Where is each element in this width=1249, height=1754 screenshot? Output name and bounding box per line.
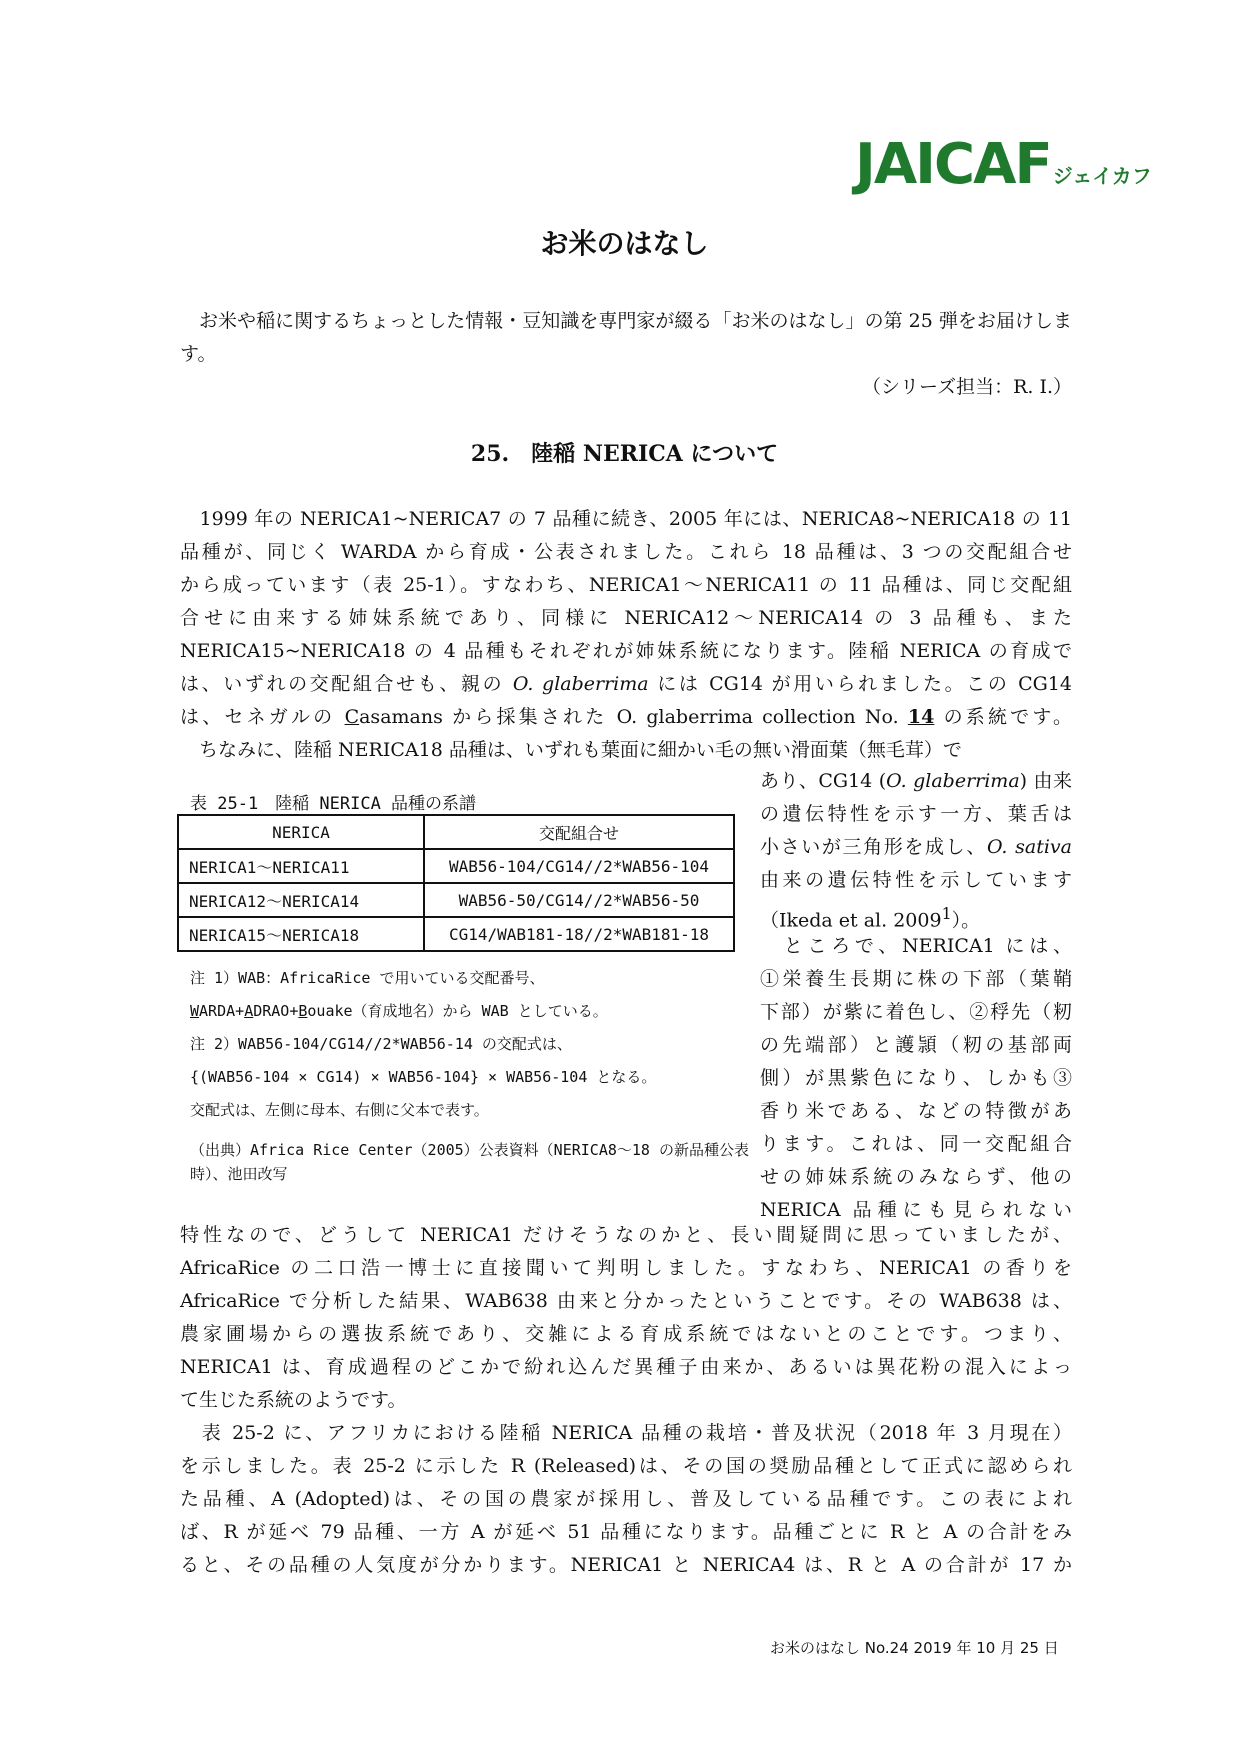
para2-line: NERICA1 は、育成過程のどこかで紛れ込んだ異種子由来か、あるいは異花粉の混入によっ bbox=[180, 1356, 1072, 1378]
paragraph-1 bbox=[180, 503, 1072, 767]
para1-line: ちなみに、陸稲 NERICA18 品種は、いずれも葉面に細かい毛の無い滑面葉（無毛茸）で bbox=[180, 739, 962, 761]
para1-line: は、いずれの交配組合せも、親の O. glaberrima には CG14 が用いられました。この CG14 bbox=[180, 673, 1072, 695]
para1-line: は、セネガルの Casamans から採集された O. glaberrima collection No. 14 の系統です。 bbox=[180, 706, 1072, 728]
para1-line: 1999 年の NERICA1~NERICA7 の 7 品種に続き、2005 年には、NERICA8~NERICA18 の 11 bbox=[180, 508, 1072, 530]
intro-paragraph: お米や稲に関するちょっとした情報・豆知識を専門家が綴る「お米のはなし」の第 25 弾をお届けします。 bbox=[180, 310, 1072, 365]
logo-main: JAICAF bbox=[855, 132, 1051, 197]
side-line: の先端部）と護頴（籾の基部両 bbox=[760, 1034, 1072, 1056]
pedigree-table bbox=[177, 814, 735, 952]
table-caption: 表 25-1 陸稲 NERICA 品種の系譜 bbox=[190, 794, 477, 814]
jaicaf-logo bbox=[855, 132, 1152, 197]
page-footer: お米のはなし No.24 2019 年 10 月 25 日 bbox=[770, 1639, 1059, 1657]
table-source: （出典）Africa Rice Center（2005）公表資料（NERICA8～18 の新品種公表時）、池田改写 bbox=[190, 1141, 749, 1183]
table-note: WARDA+ADRAO+Bouake（育成地名）から WAB としている。 bbox=[190, 1002, 608, 1020]
table-header-cell: 交配組合せ bbox=[424, 815, 734, 849]
para2-line: ると、その品種の人気度が分かります。NERICA1 と NERICA4 は、R と A の合計が 17 か bbox=[180, 1554, 1072, 1576]
table-note: 交配式は、左側に母本、右側に父本で表す。 bbox=[190, 1101, 489, 1119]
para2-line: を示しました。表 25-2 に示した R (Released)は、その国の奨励品種として正式に認められ bbox=[180, 1455, 1072, 1477]
side-line: せの姉妹系統のみならず、他の bbox=[760, 1166, 1072, 1188]
table-cell: WAB56-104/CG14//2*WAB56-104 bbox=[424, 849, 734, 883]
side-line: 由来の遺伝特性を示しています bbox=[760, 869, 1072, 891]
page-title: お米のはなし bbox=[540, 227, 709, 260]
side-line: 小さいが三角形を成し、O. sativa bbox=[760, 836, 1072, 858]
para1-line: から成っています（表 25-1）。すなわち、NERICA1～NERICA11 の 11 品種は、同じ交配組 bbox=[180, 574, 1072, 596]
para2-line: 特性なので、どうして NERICA1 だけそうなのかと、長い間疑問に思っていましたが、 bbox=[180, 1224, 1072, 1246]
para1-line: 合せに由来する姉妹系統であり、同様に NERICA12～NERICA14 の 3 品種も、また bbox=[180, 607, 1072, 629]
para1-line: NERICA15~NERICA18 の 4 品種もそれぞれが姉妹系統になります。陸稲 NERICA の育成で bbox=[180, 640, 1072, 662]
table-cell: WAB56-50/CG14//2*WAB56-50 bbox=[424, 883, 734, 917]
para2-line: 農家圃場からの選抜系統であり、交雑による育成系統ではないとのことです。つまり、 bbox=[180, 1323, 1072, 1345]
side-column-text bbox=[760, 765, 1072, 1227]
table-header-cell: NERICA bbox=[178, 815, 424, 849]
section-title: 25. 陸稲 NERICA について bbox=[470, 441, 779, 467]
para2-line: AfricaRice で分析した結果、WAB638 由来と分かったということです。その WAB638 は、 bbox=[180, 1290, 1072, 1312]
para1-line: 品種が、同じく WARDA から育成・公表されました。これら 18 品種は、3 つの交配組合せ bbox=[180, 541, 1072, 563]
table-header-row bbox=[178, 815, 734, 849]
para2-line: ば、R が延べ 79 品種、一方 A が延べ 51 品種になります。品種ごとに R と A の合計をみ bbox=[180, 1521, 1072, 1543]
side-line: 下部）が紫に着色し、②稃先（籾 bbox=[760, 1001, 1072, 1023]
table-row bbox=[178, 917, 734, 951]
side-line: 側）が黒紫色になり、しかも③ bbox=[760, 1067, 1072, 1089]
para2-line: 表 25-2 に、アフリカにおける陸稲 NERICA 品種の栽培・普及状況（2018 年 3 月現在） bbox=[180, 1422, 1072, 1444]
side-line: 香り米である、などの特徴があ bbox=[760, 1100, 1072, 1122]
side-line: の遺伝特性を示す一方、葉舌は bbox=[760, 803, 1072, 825]
table-row bbox=[178, 849, 734, 883]
table-cell: CG14/WAB181-18//2*WAB181-18 bbox=[424, 917, 734, 951]
side-line: ①栄養生長期に株の下部（葉鞘 bbox=[760, 968, 1072, 990]
table-cell: NERICA1～NERICA11 bbox=[178, 849, 424, 883]
table-cell: NERICA12～NERICA14 bbox=[178, 883, 424, 917]
table-note: {(WAB56-104 × CG14) × WAB56-104} × WAB56-104 となる。 bbox=[190, 1068, 657, 1086]
logo-kana: ジェイカフ bbox=[1052, 164, 1152, 188]
table-notes bbox=[190, 962, 656, 1127]
para2-line: て生じた系統のようです。 bbox=[180, 1389, 407, 1411]
table-note: 注 2）WAB56-104/CG14//2*WAB56-14 の交配式は、 bbox=[190, 1035, 572, 1053]
series-author: （シリーズ担当：R. I.） bbox=[862, 376, 1072, 398]
side-line: NERICA 品種にも見られない bbox=[760, 1199, 1072, 1221]
para2-line: た品種、A (Adopted)は、その国の農家が採用し、普及している品種です。この表によれ bbox=[180, 1488, 1072, 1510]
para2-line: AfricaRice の二口浩一博士に直接聞いて判明しました。すなわち、NERICA1 の香りを bbox=[180, 1257, 1072, 1279]
side-line: （Ikeda et al. 2009$^1$）。 bbox=[760, 904, 981, 932]
side-line: ります。これは、同一交配組合 bbox=[760, 1133, 1072, 1155]
table-cell: NERICA15～NERICA18 bbox=[178, 917, 424, 951]
table-note: 注 1）WAB：AfricaRice で用いている交配番号、 bbox=[190, 969, 545, 987]
paragraph-2 bbox=[180, 1219, 1072, 1582]
table-row bbox=[178, 883, 734, 917]
side-line: あり、CG14 (O. glaberrima) 由来 bbox=[760, 770, 1072, 792]
side-line: ところで、NERICA1 には、 bbox=[760, 935, 1072, 957]
